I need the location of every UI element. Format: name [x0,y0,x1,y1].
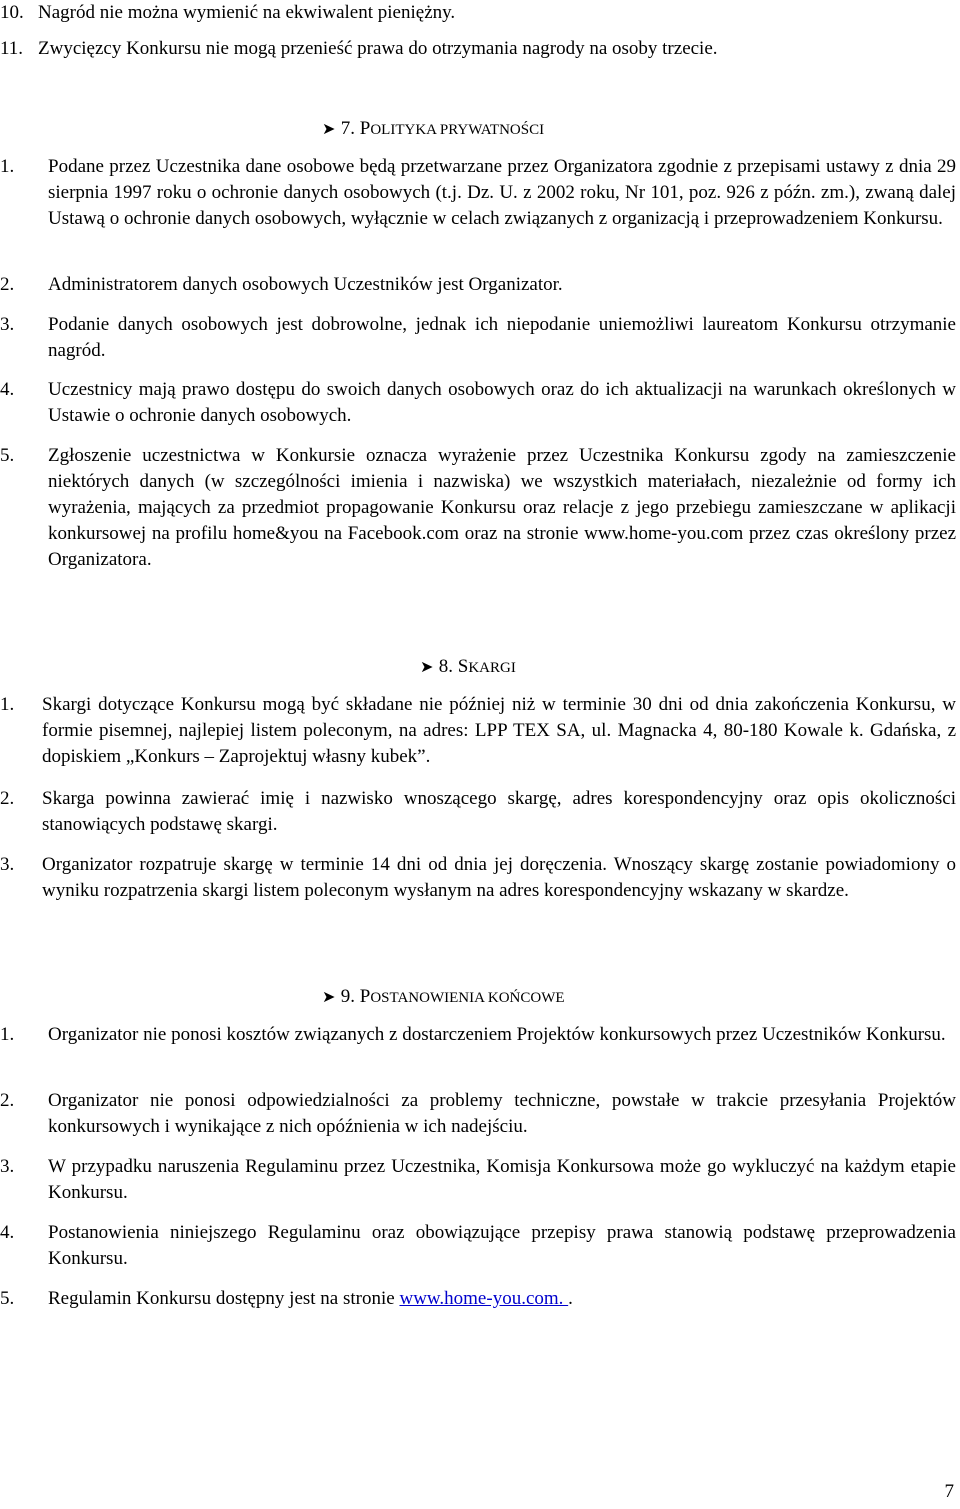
section-title-initial: P [359,118,371,139]
list-item [0,377,960,429]
list-item [0,443,960,599]
item-number: 1. [0,1024,15,1045]
item-text: Postanowienia niniejszego Regulaminu oraz obowiązujące przepisy prawa stanowią podstawę przeprowadzenia Konkursu. [48,1222,956,1269]
item-number: 5. [0,1288,15,1309]
item-number: 2. [0,788,15,809]
item-text: W przypadku naruszenia Regulaminu przez Uczestnika, Komisja Konkursowa może go wykluczyć na każdym etapie Konkursu. [48,1156,956,1203]
list-item [0,36,960,62]
list-item [0,1022,960,1074]
item-text: Organizator nie ponosi odpowiedzialności za problemy techniczne, powstałe w trakcie przesyłania Projektów konkursowych i wynikające z nich opóźnienia w ich nadejściu. [48,1090,956,1137]
section-number: 9. [340,986,355,1007]
arrow-bullet-icon: ➤ [322,989,336,1006]
section-title-initial: S [457,656,469,677]
item-text [48,1286,956,1312]
item-number: 3. [0,854,15,875]
page-number: 7 [944,1481,954,1502]
item-number: 1. [0,156,15,177]
item-text: Uczestnicy mają prawo dostępu do swoich danych osobowych oraz do ich aktualizacji na warunkach określonych w Ustawie o ochronie danych osobowych. [48,379,956,426]
section-title-rest: OLITYKA PRYWATNOŚCI [370,122,545,138]
list-item [0,1088,960,1140]
item-text: Podane przez Uczestnika dane osobowe będą przetwarzane przez Organizatora zgodnie z przepisami ustawy z dnia 29 sierpnia 1997 roku o ochronie danych osobowych (t.j. Dz. U. z 2002 roku, Nr 101, poz. 926 z późn. zm.), zwaną dalej Ustawą o ochronie danych osobowych, wyłącznie w celach związanych z organizacją i przeprowadzeniem Konkursu. [48,156,956,229]
list-item [0,1220,960,1272]
section-heading-9 [322,984,565,1011]
item-number: 2. [0,274,15,295]
list-item [0,1286,960,1312]
item-number: 10. [0,2,24,23]
section-number: 8. [438,656,453,677]
list-item [0,312,960,364]
item-text: Organizator nie ponosi kosztów związanych z dostarczeniem Projektów konkursowych przez Uczestników Konkursu. [48,1024,946,1045]
item-number: 11. [0,38,24,59]
item-number: 5. [0,445,15,466]
arrow-bullet-icon: ➤ [322,121,336,138]
item-text-after-link: . [568,1288,573,1309]
item-number: 2. [0,1090,15,1111]
item-number: 1. [0,694,15,715]
section-title-rest: KARGI [468,660,516,676]
item-number: 4. [0,379,15,400]
item-text: Organizator rozpatruje skargę w terminie 14 dni od dnia jej doręczenia. Wnoszący skargę zostanie powiadomiony o wyniku rozpatrzenia skargi listem poleconym wysłanym na adres korespondencyjny wskazany w skardze. [42,854,956,901]
item-number: 3. [0,314,15,335]
list-item [0,786,960,838]
item-text: Zgłoszenie uczestnictwa w Konkursie oznacza wyrażenie przez Uczestnika Konkursu zgody na zamieszczenie niektórych danych (w szczególności imienia i nazwiska) we wszystkich materiałach, niezależnie od formy ich wyrażenia, mających za przedmiot propagowanie Konkursu oraz relacje z jego przebiegu zamieszczane w aplikacji konkursowej na profilu home&you na Facebook.com oraz na stronie www.home-you.com przez czas określony przez Organizatora. [48,445,956,570]
item-text: Administratorem danych osobowych Uczestników jest Organizator. [48,274,563,295]
list-item [0,1154,960,1206]
item-text: Skargi dotyczące Konkursu mogą być składane nie później niż w terminie 30 dni od dnia zakończenia Konkursu, w formie pisemnej, najlepiej listem poleconym, na adres: LPP TEX SA, ul. Magnacka 4, 80-180 Kowale k. Gdańska, z dopiskiem „Konkurs – Zaprojektuj własny kubek”. [42,694,956,767]
website-link[interactable]: www.home-you.com. [399,1288,569,1309]
item-text-before-link: Regulamin Konkursu dostępny jest na stronie [48,1288,400,1309]
item-text: Nagród nie można wymienić na ekwiwalent pieniężny. [38,2,456,23]
list-item [0,272,960,298]
arrow-bullet-icon: ➤ [420,659,434,676]
section-heading-8 [420,654,516,681]
section-number: 7. [340,118,355,139]
section-heading-7 [322,116,544,143]
item-number: 3. [0,1156,15,1177]
list-item [0,692,960,770]
item-text: Skarga powinna zawierać imię i nazwisko wnoszącego skargę, adres korespondencyjny oraz opis okoliczności stanowiących podstawę skargi. [42,788,956,835]
item-number: 4. [0,1222,15,1243]
item-text: Zwycięzcy Konkursu nie mogą przenieść prawa do otrzymania nagrody na osoby trzecie. [38,38,718,59]
section-title-initial: P [359,986,371,1007]
list-item [0,0,960,26]
list-item [0,154,960,258]
item-text: Podanie danych osobowych jest dobrowolne, jednak ich niepodanie uniemożliwi laureatom Konkursu otrzymanie nagród. [48,314,956,361]
list-item [0,852,960,930]
section-title-rest: OSTANOWIENIA KOŃCOWE [370,990,565,1006]
